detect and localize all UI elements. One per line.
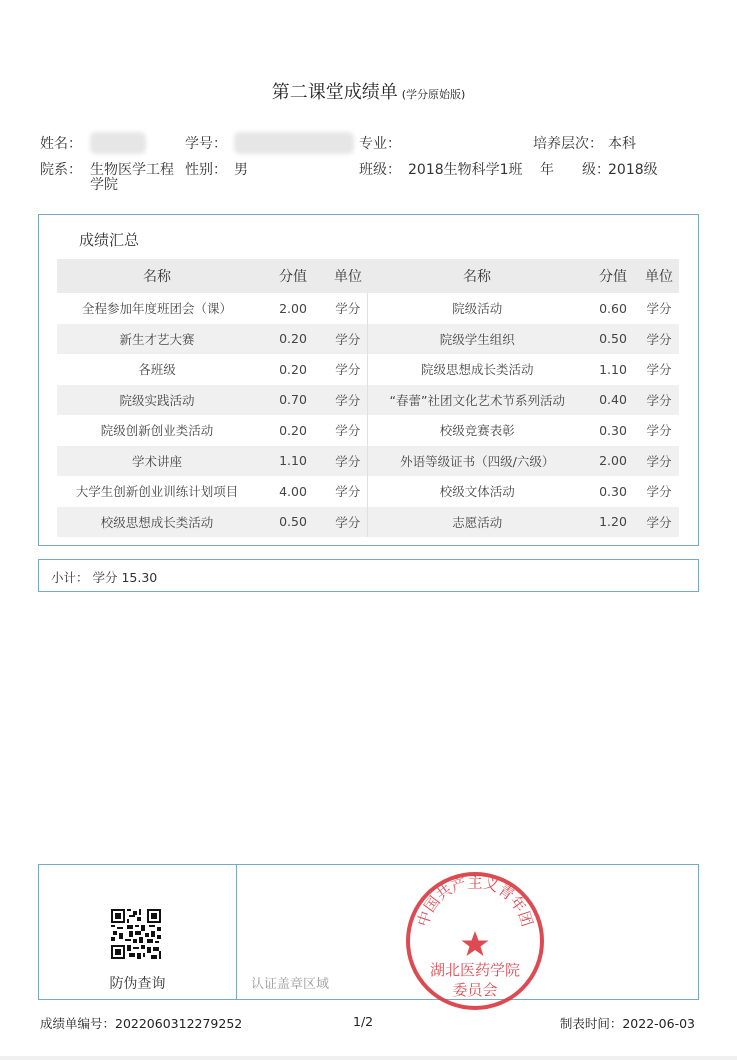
item-name: “春蕾”社团文化艺术节系列活动 (367, 385, 587, 416)
id-redacted (234, 132, 354, 154)
item-value: 4.00 (279, 483, 307, 499)
item-name: 全程参加年度班团会（课） (81, 301, 232, 317)
summary-title: 成绩汇总 (79, 231, 140, 249)
gender-value: 男 (234, 162, 248, 178)
item-unit: 学分 (329, 507, 367, 538)
item-value: 1.10 (257, 446, 329, 477)
table-row (57, 415, 679, 446)
svg-text:中国共产主义青年团 (414, 873, 537, 928)
item-name: 新生才艺大赛 (57, 324, 257, 355)
item-name: 各班级 (138, 362, 176, 378)
header-value-1: 分值 (257, 259, 329, 293)
item-name: 校级思想成长类活动 (57, 507, 257, 538)
item-name: 志愿活动 (367, 507, 587, 538)
item-value: 0.20 (279, 422, 307, 438)
title-sub: (学分原始版) (401, 88, 466, 101)
table-row (57, 385, 679, 416)
table-row (57, 324, 679, 355)
table-header-row (57, 259, 679, 293)
stamp-text-line2: 委员会 (452, 981, 498, 999)
item-value: 0.40 (587, 385, 639, 416)
item-value: 0.50 (257, 507, 329, 538)
subtotal-text: 小计： 学分 15.30 (51, 570, 158, 585)
item-value: 2.00 (587, 446, 639, 477)
gender-label: 性别： (185, 162, 227, 178)
stamp-area-label: 认证盖章区域 (251, 977, 330, 992)
grade-value: 2018级 (608, 162, 658, 178)
dept-value-line1: 生物医学工程 (90, 162, 174, 178)
stamp-text-top: 中国共产主义青年团 (413, 873, 537, 929)
item-value: 1.10 (599, 361, 627, 377)
item-name: 院级思想成长类活动 (420, 362, 534, 378)
major-label: 专业： (359, 136, 401, 152)
item-unit: 学分 (639, 507, 679, 538)
item-unit: 学分 (329, 385, 367, 416)
item-unit: 学分 (329, 415, 367, 446)
item-name: 学术讲座 (57, 446, 257, 477)
item-name: 校级竞赛表彰 (439, 423, 515, 439)
level-value: 本科 (608, 136, 636, 152)
item-value: 0.50 (587, 324, 639, 355)
page-number: 1/2 (353, 1014, 374, 1029)
header-unit-2: 单位 (639, 259, 679, 293)
doc-number: 成绩单编号：2022060312279252 (40, 1016, 243, 1031)
page-title (0, 78, 737, 104)
stamp-text-line1: 湖北医药学院 (429, 961, 521, 979)
item-value: 0.60 (599, 300, 627, 316)
item-name: 校级文体活动 (439, 484, 515, 500)
dept-value-line2: 学院 (90, 177, 118, 193)
item-unit: 学分 (639, 446, 679, 477)
table-row (57, 293, 679, 324)
item-name: 大学生创新创业训练计划项目 (75, 484, 239, 500)
item-unit: 学分 (329, 324, 367, 355)
level-label: 培养层次： (533, 136, 603, 152)
table-row (57, 354, 679, 385)
footer-box (38, 864, 699, 1000)
item-name: 外语等级证书（四级/六级） (367, 446, 587, 477)
item-value: 0.20 (257, 324, 329, 355)
item-unit: 学分 (639, 324, 679, 355)
item-value: 1.20 (587, 507, 639, 538)
header-value-2: 分值 (587, 259, 639, 293)
item-unit: 学分 (329, 354, 367, 385)
made-time: 制表时间：2022-06-03 (559, 1016, 695, 1031)
item-name: 院级学生组织 (367, 324, 587, 355)
class-label: 班级： (359, 162, 401, 178)
item-name: 院级创新创业类活动 (100, 423, 214, 439)
item-value: 0.20 (279, 361, 307, 377)
item-name: 院级实践活动 (57, 385, 257, 416)
item-unit: 学分 (329, 476, 367, 507)
qr-code-icon[interactable] (111, 909, 161, 959)
anti-fake-label: 防伪查询 (109, 976, 166, 992)
item-unit: 学分 (646, 484, 672, 500)
name-redacted (90, 132, 146, 154)
grade-label: 年 级： (540, 162, 610, 178)
id-label: 学号： (185, 136, 227, 152)
bottom-rule (0, 1056, 737, 1060)
name-label: 姓名： (40, 136, 82, 152)
summary-table (57, 259, 679, 537)
item-name: 院级活动 (452, 301, 503, 317)
item-value: 0.30 (599, 483, 627, 499)
subtotal-box (38, 559, 699, 592)
item-value: 0.70 (257, 385, 329, 416)
dept-label: 院系： (40, 162, 82, 178)
header-name-1: 名称 (57, 259, 257, 293)
item-unit: 学分 (646, 423, 672, 439)
item-unit: 学分 (329, 293, 367, 324)
official-seal-icon (403, 869, 547, 1013)
item-unit: 学分 (646, 301, 672, 317)
item-unit: 学分 (639, 385, 679, 416)
class-value: 2018生物科学1班 (408, 162, 523, 178)
item-unit: 学分 (646, 362, 672, 378)
table-row (57, 446, 679, 477)
item-value: 0.30 (599, 422, 627, 438)
header-unit-1: 单位 (329, 259, 367, 293)
title-main: 第二课堂成绩单 (271, 82, 398, 103)
table-row (57, 507, 679, 538)
item-unit: 学分 (329, 446, 367, 477)
header-name-2: 名称 (367, 259, 587, 293)
item-value: 2.00 (279, 300, 307, 316)
summary-box (38, 214, 699, 546)
table-row (57, 476, 679, 507)
footer-divider (236, 865, 237, 999)
